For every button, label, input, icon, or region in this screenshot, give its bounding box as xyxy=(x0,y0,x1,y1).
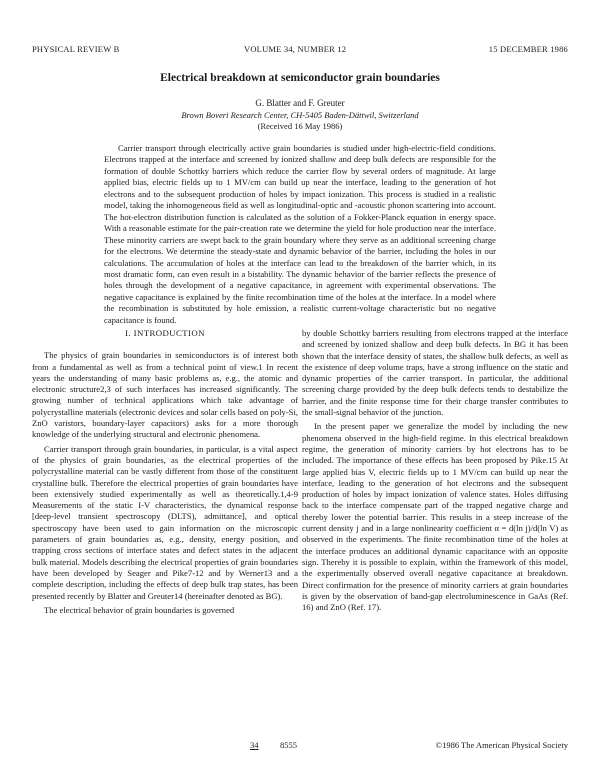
abstract: Carrier transport through electrically active grain boundaries is studied under high-electric-field conditions. Electrons trapped at the interface and screened by ionized shallow and deep bulk defects are responsible for the formation of double Schottky barriers which reduce the carrier flow by several orders of magnitude. At large applied bias, electric fields up to 1 MV/cm can build up near the interface, leading to the generation of hot electrons and to the subsequent production of holes by impact ionization. This process is studied in a realistic model, taking the inhomogeneous field as well as longitudinal-optic and -acoustic phonon scattering into account. The hot-electron distribution function is calculated as the solution of a Fokker-Planck equation in energy space. With a reasonable estimate for the pair-creation rate we determine the yield for hole production near the interface. These minority carriers are swept back to the grain boundary where they serve as an additional screening charge for the electrons. We determine the steady-state and dynamic behavior of the barrier, including the holes in our calculations. The accumulation of holes at the interface can lead to the breakdown of the barrier which, in its most dramatic form, can even result in a bistability. The dynamic behavior of the barrier reflects the presence of holes through the development of a negative capacitance, in agreement with experimental observations. The negative capacitance is explained by the finite recombination time of the holes at the interface. In a model where the recombination is substituted by hole emission, a realistic current-voltage characteristic but no negative capacitance is found. xyxy=(104,143,496,325)
section-heading: I. INTRODUCTION xyxy=(125,328,205,338)
running-header xyxy=(32,44,568,58)
left-column xyxy=(32,328,298,619)
paragraph: The electrical behavior of grain boundaries is governed xyxy=(44,604,235,615)
article-title: Electrical breakdown at semiconductor grain boundaries xyxy=(160,72,440,84)
page-number: 8555 xyxy=(280,740,297,750)
right-column xyxy=(302,328,568,616)
issue-date: 15 DECEMBER 1986 xyxy=(488,44,568,54)
volume-reference: 34 xyxy=(250,740,259,750)
paragraph: In the present paper we generalize the model by including the new phenomena observed in the high-field regime. In this electrical breakdown regime, the generation of minority carriers by hot electrons has to be included. The importance of these effects has been proposed by Pike.15 At large applied bias V, electric fields up to 1 MV/cm can build up near the interface, leading to the generation of hot electrons and the subsequent production of holes by impact ionization of valence states. Holes diffusing back to the interface compensate part of the trapped negative charge and thereby lower the potential barrier. This results in a steep increase of the current density j and in a large nonlinearity coefficient α = d(ln j)/d(ln V) as observed in the experiments. The finite recombination time of the holes at the interface produces an additional dynamic capacitance with an opposite sign. Thereby it is possible to explain, within the framework of this model, the experimentally observed overall negative capacitance at breakdown. Direct confirmation for the presence of minority carriers at grain boundaries is given by the observation of band-gap electroluminescence in GaAs (Ref. 16) and ZnO (Ref. 17). xyxy=(302,421,568,613)
received-date: (Received 16 May 1986) xyxy=(257,121,343,131)
article-authors: G. Blatter and F. Greuter xyxy=(255,98,345,108)
paragraph: The physics of grain boundaries in semiconductors is of interest both from a fundamental as well as from a technical point of view.1 In recent years the understanding of many basic problems as, e.g., the atomic and electronic structure2,3 of such interfaces has increased significantly. The growing number of technical applications which take advantage of polycrystalline materials (electronic devices and solar cells based on poly-Si, ZnO varistors, boundary-layer capacitors) asks for a more thorough knowledge of the underlying structural and electronic phenomena. xyxy=(32,350,298,440)
author-affiliation: Brown Boveri Research Center, CH-5405 Baden-Dättwil, Switzerland xyxy=(181,110,419,120)
journal-name: PHYSICAL REVIEW B xyxy=(32,44,120,54)
paragraph: by double Schottky barriers resulting from electrons trapped at the interface and screened by ionized shallow and deep bulk defects. In BG it has been shown that the interface density of states, the shallow bulk defects, as well as the existence of deep volume traps, have a strong influence on the static and dynamic properties of the carrier transport. In particular, the additional screening charge provided by the deep bulk defects tends to destabilize the barrier, and the finite response time for their charge transfer contributes to the small-signal behavior of the junction. xyxy=(302,328,568,418)
paragraph: Carrier transport through grain boundaries, in particular, is a vital aspect of the physics of grain boundaries, as the electrical properties of the polycrystalline material can be vastly different from those of the constituent crystalline bulk. Therefore the electrical properties of grain boundaries have been extensively studied experimentally as well as theoretically.1,4-9 Measurements of the static I-V characteristics, the dynamical response [deep-level transient spectroscopy (DLTS), admittance], and optical spectroscopy have been used to gain information on the microscopic parameters of grain boundaries as, e.g., density, energy position, and trapping cross sections of interface states and defect states in the adjacent bulk material. Models describing the electrical properties of grain boundaries have been developed by Seager and Pike7-12 and by Werner13 and a complete description, including the effects of deep bulk trap states, has been presented recently by Blatter and Greuter14 (hereinafter denoted as BG). xyxy=(32,443,298,601)
copyright-notice: ©1986 The American Physical Society xyxy=(435,740,568,750)
volume-number: VOLUME 34, NUMBER 12 xyxy=(244,44,347,54)
page-footer xyxy=(32,740,568,752)
